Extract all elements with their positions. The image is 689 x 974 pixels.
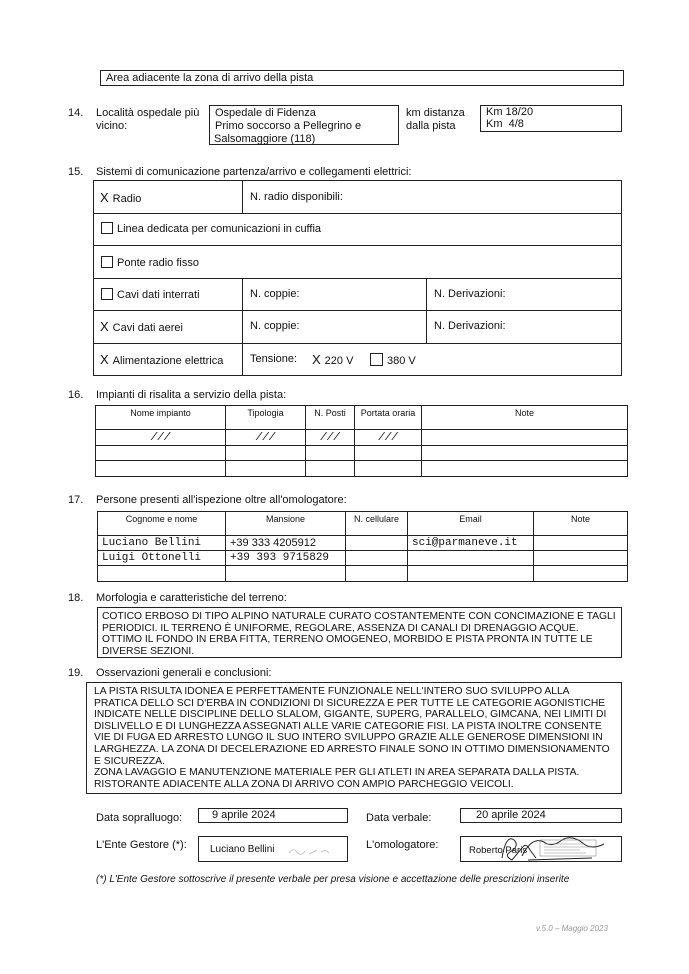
persone-cell: +39 333 4205912 — [226, 536, 346, 551]
section-17-number: 17. — [68, 494, 84, 506]
hospital-line-1: Ospedale di Fidenza — [215, 107, 316, 119]
persone-cell — [346, 536, 408, 551]
persone-cell — [346, 566, 408, 582]
tensione-label: Tensione: — [250, 353, 298, 365]
comm-col-divider — [242, 180, 243, 214]
persone-header-mansione: Mansione — [226, 512, 346, 536]
osservazioni-line: LARGHEZZA. LA ZONA DI DECELERAZIONE ED ARRESTO FINALE SONO IN OTTIMO DIMENSIONAMENTO — [94, 743, 610, 755]
comm-row-divider — [93, 245, 622, 246]
comm-row-divider — [93, 310, 622, 311]
radio-available-label: N. radio disponibili: — [250, 191, 343, 203]
ente-label: L'Ente Gestore (*): — [96, 839, 187, 851]
km-value-2: Km 4/8 — [486, 118, 524, 130]
section-19-number: 19. — [68, 667, 84, 679]
impianti-cell — [355, 446, 422, 461]
impianti-cell — [355, 461, 422, 477]
persone-cell — [534, 551, 628, 566]
comm-col-divider — [242, 278, 243, 376]
v380-label: 380 V — [387, 355, 416, 367]
ente-signature-icon — [287, 845, 331, 857]
persone-cell: Luigi Ottonelli — [98, 551, 226, 566]
hospital-line-3: Salsomaggiore (118) — [214, 133, 316, 145]
impianti-header-note: Note — [422, 406, 628, 430]
verbale-value: 20 aprile 2024 — [476, 809, 546, 821]
omologatore-value: Roberto Paris — [469, 845, 528, 856]
morfologia-line: OTTIMO IL FONDO IN ERBA FITTA, TERRENO OMOGENEO, MORBIDO E PISTA PRONTA IN TUTTE LE — [102, 634, 593, 646]
impianti-cell: /// — [355, 430, 422, 446]
sopralluogo-label: Data sopralluogo: — [96, 812, 183, 824]
ente-value: Luciano Bellini — [210, 844, 275, 855]
morfologia-field — [97, 607, 622, 658]
persone-cell — [534, 566, 628, 582]
cavi-interrati-checkbox[interactable] — [101, 288, 113, 300]
impianti-cell — [96, 461, 226, 477]
cavi-interrati-label: Cavi dati interrati — [117, 289, 200, 301]
v220-mark[interactable]: X — [312, 352, 321, 367]
ponte-checkbox[interactable] — [101, 256, 113, 268]
persone-cell — [226, 566, 346, 582]
persone-cell — [534, 536, 628, 551]
impianti-cell — [226, 446, 306, 461]
cavi-aerei-mark[interactable]: X — [100, 319, 109, 334]
impianti-cell — [226, 461, 306, 477]
km-label-line2: dalla pista — [406, 120, 456, 132]
footnote: (*) L'Ente Gestore sottoscrive il presente verbale per presa visione e accettazione delle prescrizioni inserite — [96, 874, 570, 885]
km-value-1: Km 18/20 — [486, 106, 534, 118]
osservazioni-line: RISTORANTE ADIACENTE ALLA ZONA DI ARRIVO CON AMPIO PARCHEGGIO VEICOLI. — [94, 778, 514, 790]
impianti-cell — [96, 446, 226, 461]
impianti-header-posti: N. Posti — [306, 406, 355, 430]
omologatore-label: L'omologatore: — [366, 839, 439, 851]
persone-header-email: Email — [408, 512, 534, 536]
impianti-header-portata: Portata oraria — [355, 406, 422, 430]
osservazioni-line: ZONA LAVAGGIO E MANUTENZIONE MATERIALE PER GLI ATLETI IN AREA SEPARATA DALLA PISTA. — [94, 767, 580, 779]
derivazioni-label-1: N. Derivazioni: — [434, 288, 506, 300]
cavi-aerei-row — [100, 320, 183, 335]
hospital-line-2: Primo soccorso a Pellegrino e — [215, 120, 362, 132]
morfologia-line: COTICO ERBOSO DI TIPO ALPINO NATURALE CURATO COSTANTEMENTE CON CONCIMAZIONE E TAGLI — [102, 611, 616, 622]
persone-header-cellulare: N. cellulare — [346, 512, 408, 536]
osservazioni-line: E SICUREZZA. — [94, 755, 165, 767]
impianti-table — [95, 405, 628, 477]
verbale-label: Data verbale: — [366, 812, 432, 824]
radio-label: Radio — [112, 193, 142, 205]
cavi-interrati-row — [101, 288, 200, 302]
osservazioni-line: VIE DI FUGA ED ARRESTO LUNGO IL SUO INTERO SVILUPPO GRAZIE ALLE GENEROSE DIMENSIONI IN — [94, 732, 603, 744]
persone-cell: Luciano Bellini — [98, 536, 226, 551]
ponte-label: Ponte radio fisso — [117, 257, 199, 269]
coppie-label-1: N. coppie: — [250, 288, 300, 300]
persone-header-nome: Cognome e nome — [98, 512, 226, 536]
v380-checkbox[interactable] — [370, 353, 383, 366]
coppie-label-2: N. coppie: — [250, 320, 300, 332]
radio-row — [100, 191, 141, 206]
osservazioni-field — [86, 682, 622, 794]
osservazioni-line: DISLIVELLO E DI LUNGHEZZA ASSEGNATI ALLE VARIE CATEGORIE FISI. LA PISTA INOLTRE CONSENTE — [94, 720, 602, 732]
morfologia-line: PERIODICI. IL TERRENO È UNIFORME, REGOLARE, ASSENZA DI CANALI DI DRENAGGIO ACQUE. — [102, 622, 579, 634]
impianti-cell — [306, 446, 355, 461]
area-field — [100, 70, 624, 86]
alimentazione-mark[interactable]: X — [100, 352, 109, 367]
alimentazione-label: Alimentazione elettrica — [112, 355, 224, 367]
alimentazione-row — [100, 353, 223, 368]
persone-cell — [408, 551, 534, 566]
v220-label: 220 V — [324, 355, 354, 367]
section-18-number: 18. — [68, 592, 84, 604]
ponte-row — [101, 256, 199, 270]
linea-checkbox[interactable] — [101, 222, 113, 234]
km-label-line1: km distanza — [406, 107, 465, 119]
v220-row — [312, 353, 353, 368]
impianti-header-tipologia: Tipologia — [226, 406, 306, 430]
cavi-aerei-label: Cavi dati aerei — [112, 322, 183, 334]
comm-row-divider — [93, 343, 622, 344]
hospital-label-line2: vicino: — [96, 120, 128, 132]
v380-row — [370, 353, 416, 368]
section-19-title: Osservazioni generali e conclusioni: — [96, 667, 272, 679]
omologatore-signature-icon — [492, 828, 612, 868]
ente-field — [198, 836, 348, 862]
persone-cell — [408, 566, 534, 582]
section-14-number: 14. — [68, 107, 84, 119]
comm-row-divider — [93, 213, 622, 214]
persone-table — [97, 511, 628, 582]
persone-header-note: Note — [534, 512, 628, 536]
hospital-label-line1: Località ospedale più — [96, 107, 200, 119]
impianti-cell: /// — [96, 430, 226, 446]
comm-col-divider — [426, 278, 427, 344]
impianti-cell — [422, 446, 628, 461]
radio-mark[interactable]: X — [100, 190, 109, 205]
area-field-value: Area adiacente la zona di arrivo della pista — [106, 72, 314, 84]
sopralluogo-value: 9 aprile 2024 — [212, 809, 276, 821]
impianti-cell: /// — [226, 430, 306, 446]
section-17-title: Persone presenti all'ispezione oltre all'omologatore: — [96, 494, 347, 506]
impianti-cell: /// — [306, 430, 355, 446]
section-15-title: Sistemi di comunicazione partenza/arrivo e collegamenti elettrici: — [96, 166, 412, 178]
km-field — [480, 105, 622, 132]
derivazioni-label-2: N. Derivazioni: — [434, 320, 506, 332]
impianti-cell — [422, 430, 628, 446]
persone-cell: +39 393 9715829 — [226, 551, 346, 566]
persone-cell — [98, 566, 226, 582]
section-16-title: Impianti di risalita a servizio della pista: — [96, 389, 287, 401]
section-15-number: 15. — [68, 166, 84, 178]
persone-cell — [346, 551, 408, 566]
linea-label: Linea dedicata per comunicazioni in cuffia — [117, 223, 322, 235]
morfologia-line: DIVERSE SEZIONI. — [102, 645, 195, 657]
linea-row — [101, 222, 321, 236]
section-18-title: Morfologia e caratteristiche del terreno: — [96, 592, 287, 604]
osservazioni-line: INDICATE NELLE DISCIPLINE DELLO SLALOM, GIGANTE, SUPERG, PARALLELO, GIMCANA, NEI LIMITI DI — [94, 709, 607, 721]
osservazioni-line: LA PISTA RISULTA IDONEA E PERFETTAMENTE FUNZIONALE NELL'INTERO SUO SVILUPPO ALLA — [94, 686, 570, 697]
impianti-header-nome: Nome impianto — [96, 406, 226, 430]
footer-version: v.5.0 – Maggio 2023 — [536, 924, 608, 933]
section-16-number: 16. — [68, 389, 84, 401]
verbale-field — [460, 808, 622, 823]
impianti-cell — [422, 461, 628, 477]
sopralluogo-field — [198, 808, 348, 823]
impianti-cell — [306, 461, 355, 477]
persone-cell: sci@parmaneve.it — [408, 536, 534, 551]
comm-row-divider — [93, 278, 622, 279]
osservazioni-line: PRATICA DELLO SCI D'ERBA IN CONDIZIONI DI SICUREZZA E PER TUTTE LE CATEGORIE AGONISTICHE — [94, 697, 606, 709]
